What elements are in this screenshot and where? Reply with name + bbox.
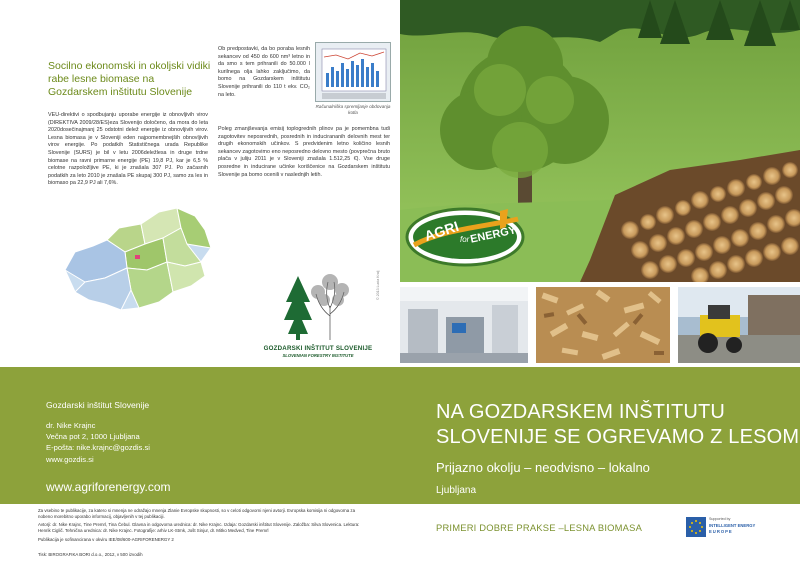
contact-email[interactable]: E-pošta: nike.krajnc@gozdis.si [46, 443, 150, 452]
print-info-text: Tisk: BIROGRAFIKA BORI d.o.o., 2012, v 500 izvodih [38, 552, 143, 557]
disclaimer-text: Za vsebino te publikacije, za katero si mnenja ne odražajo mnenja Zlanie Evropske skupnosti, so v celoti odgovorni njeni avtorji. Evropska komisija ni odgovorna za nobeno morebitno uporabo informacij, objavljenih v tej publikaciji. [38, 508, 356, 519]
trees-logo-icon [280, 272, 350, 342]
boiler-room-photo [400, 287, 528, 363]
tractor-photo [678, 287, 800, 363]
contact-website[interactable]: www.gozdis.si [46, 455, 94, 464]
institute-logo-name: GOZDARSKI INŠTITUT SLOVENIJE [263, 345, 373, 352]
slovenia-region-map [55, 200, 215, 315]
project-website-link[interactable]: www.agriforenergy.com [46, 480, 171, 494]
article-panel [0, 0, 400, 367]
institute-logo-subtitle: SLOVENIAN FORESTRY INSTITUTE [282, 353, 354, 358]
contact-organization: Gozdarski inštitut Slovenije [46, 400, 150, 410]
iee-line-2: EUROPE [709, 529, 733, 534]
energy-text: ENERGY [469, 224, 518, 246]
cover-heading [436, 400, 799, 450]
wood-chips-photo [536, 287, 670, 363]
agriforenergy-logo [404, 205, 526, 269]
intelligent-energy-europe-logo [686, 517, 756, 537]
cover-heading-line-1: NA GOZDARSKEM INŠTITUTU [436, 401, 726, 423]
cover-city: Ljubljana [436, 485, 477, 496]
photo-credit: © 2013 Lucia Kralj [376, 270, 380, 300]
contact-address: Večna pot 2, 1000 Ljubljana [46, 432, 140, 441]
article-title: Socilno ekonomski in okoljski vidiki rabe lesne biomase na Gozdarskem inštitutu Slovenije [48, 60, 211, 98]
contact-person: dr. Nike Krajnc [46, 421, 96, 430]
boiler-monitor-photo [315, 42, 391, 102]
agri-text: AGRI [422, 217, 461, 245]
article-column-2a: Ob predpostavki, da bo poraba lesnih sekancev od 450 do 600 nm³ letno in da smo s tem prihranili do 50.000 l kurilnega olja lahko zaključimo, da bomo na Gozdarskem inštitutu Slovenije prihranili do 110 t ekv. CO₂ na leto. [218, 46, 310, 98]
good-practice-label: PRIMERI DOBRE PRAKSE –LESNA BIOMASA [436, 522, 643, 533]
cover-subtitle: Prijazno okolju – neodvisno – lokalno [436, 460, 650, 475]
for-text: for [460, 235, 470, 244]
photo-caption: Računalniška spremljanje obdovanja kotla [315, 104, 391, 115]
cover-heading-line-2: SLOVENIJE SE OGREVAMO Z LESOM [436, 426, 800, 448]
iee-supported-text: Supported by [709, 517, 731, 521]
iee-line-1: INTELLIGENT ENERGY [709, 523, 756, 528]
funding-text: Publikacija je sofinancirana v okviru IEE/08/600-AGRIFORENERGY 2 [38, 537, 174, 542]
article-column-1: VEU-direktivi o spodbujanju uporabe energije iz obnovljivih virov (DIREKTIVA 2009/28/ES)eza Slovenijo določeno, da mora do leta 2020dosečinajmanj 25 odstotni delež energije iz obnovljivih virov. Lesna biomasa je v Sloveniji eden najpomembnejših obnovljivih virov energije. Po podatkih Statističnega urada Republike Slovenije (SURS) je bil v letu 2006deležlesa in druge trdne biomase na ravni primarne energije (PE) 19,8 PJ, kar je 6,5 % celotne razpoložljive PE, ki je znašala 307 PJ. Po začasnih podatkih za leto 2010 je znašala PE skupaj 300 PJ, samo za les in biomaso pa 22,9 PJ ali 7,6%. [48, 112, 208, 187]
authors-text: Avtorji: dr. Nike Krajnc, Tine Premrl, Tina Čebul. Glavna in odgovorna urednica: dr. Nike Krajnc. Izdaja: Gozdarski inštitut Slovenije. Založba: Silva Slovenica. Lektura: Henrik Ciglič. Tehnična urednica: dr. Nike Krajnc. Fotografije: arhiv LK-Strnk, Jošt Sinjur, dr. Mitko Medved, Tine Premrl [38, 522, 360, 533]
article-column-2b: Poleg zmanjševanja emisij toplogrednih plinov pa je pomembna tudi zagotovitev neposrednih, posrednih in inducirananih delovnih mest ter drugih ekonomskih učinkov. S predvidenim letno količino lesnih sekancev zagotovimo eno neposredno delovno mesto (povprečna bruto plača v juliju 2011 je v Sloveniji znašala 1.512,25 €). Vse druge posredne in inducirane učinke koriščenice na Gozdarskem inštitutu Slovenije pa bomo ocenili v naslednjih letih. [218, 126, 390, 178]
